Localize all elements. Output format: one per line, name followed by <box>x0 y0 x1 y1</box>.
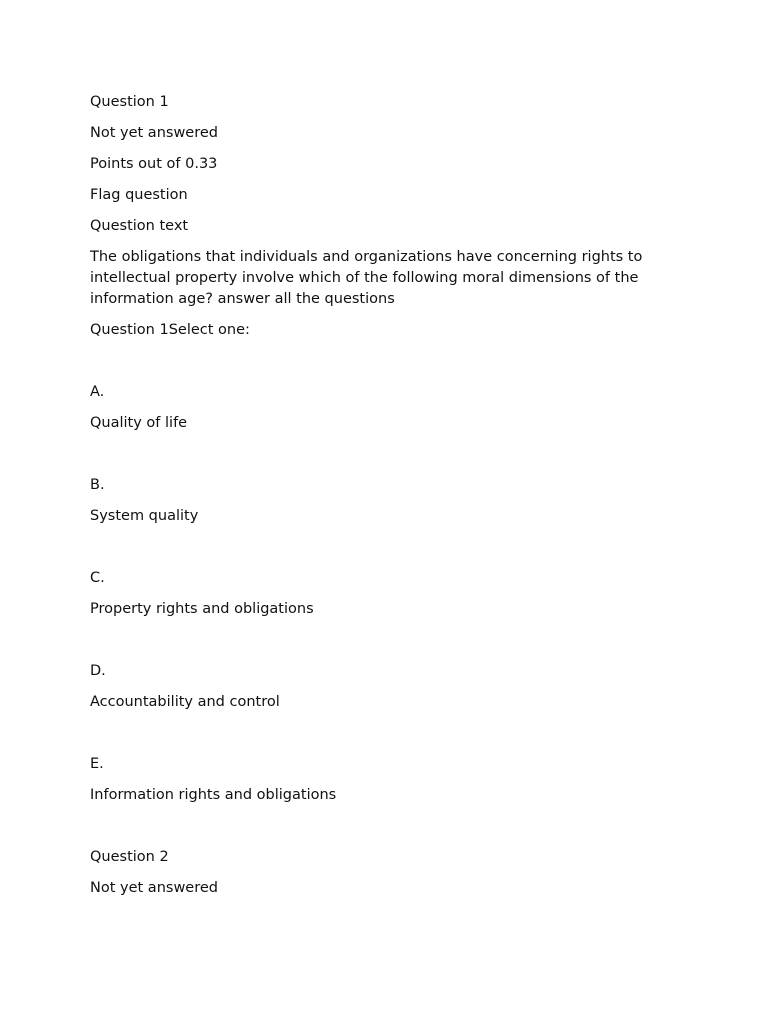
option-letter: D. <box>90 663 106 679</box>
option-answer: System quality <box>90 508 199 524</box>
question-1-text: The obligations that individuals and organizations have concerning rights to intellectual property involve which of the following moral dimensions of the information age? answer all the questions <box>90 249 643 307</box>
question-text-heading: Question text <box>90 218 189 234</box>
question-2-number: Question 2 <box>90 849 169 865</box>
option-letter: E. <box>90 756 104 772</box>
answer-option-e[interactable] <box>90 754 680 806</box>
answer-option-c[interactable] <box>90 568 680 620</box>
question-1-select-prompt: Question 1Select one: <box>90 322 250 338</box>
flag-question-link[interactable]: Flag question <box>90 187 188 203</box>
question-2-status: Not yet answered <box>90 880 218 896</box>
option-letter: C. <box>90 570 105 586</box>
option-letter: A. <box>90 384 105 400</box>
answer-option-d[interactable] <box>90 661 680 713</box>
question-1-status: Not yet answered <box>90 125 218 141</box>
option-answer: Property rights and obligations <box>90 601 314 617</box>
option-letter: B. <box>90 477 105 493</box>
answer-option-b[interactable] <box>90 475 680 527</box>
answer-option-a[interactable] <box>90 382 680 434</box>
question-1-points: Points out of 0.33 <box>90 156 218 172</box>
option-answer: Information rights and obligations <box>90 787 337 803</box>
option-answer: Quality of life <box>90 415 188 431</box>
option-answer: Accountability and control <box>90 694 280 710</box>
question-1-number: Question 1 <box>90 94 169 110</box>
quiz-page <box>90 92 680 899</box>
